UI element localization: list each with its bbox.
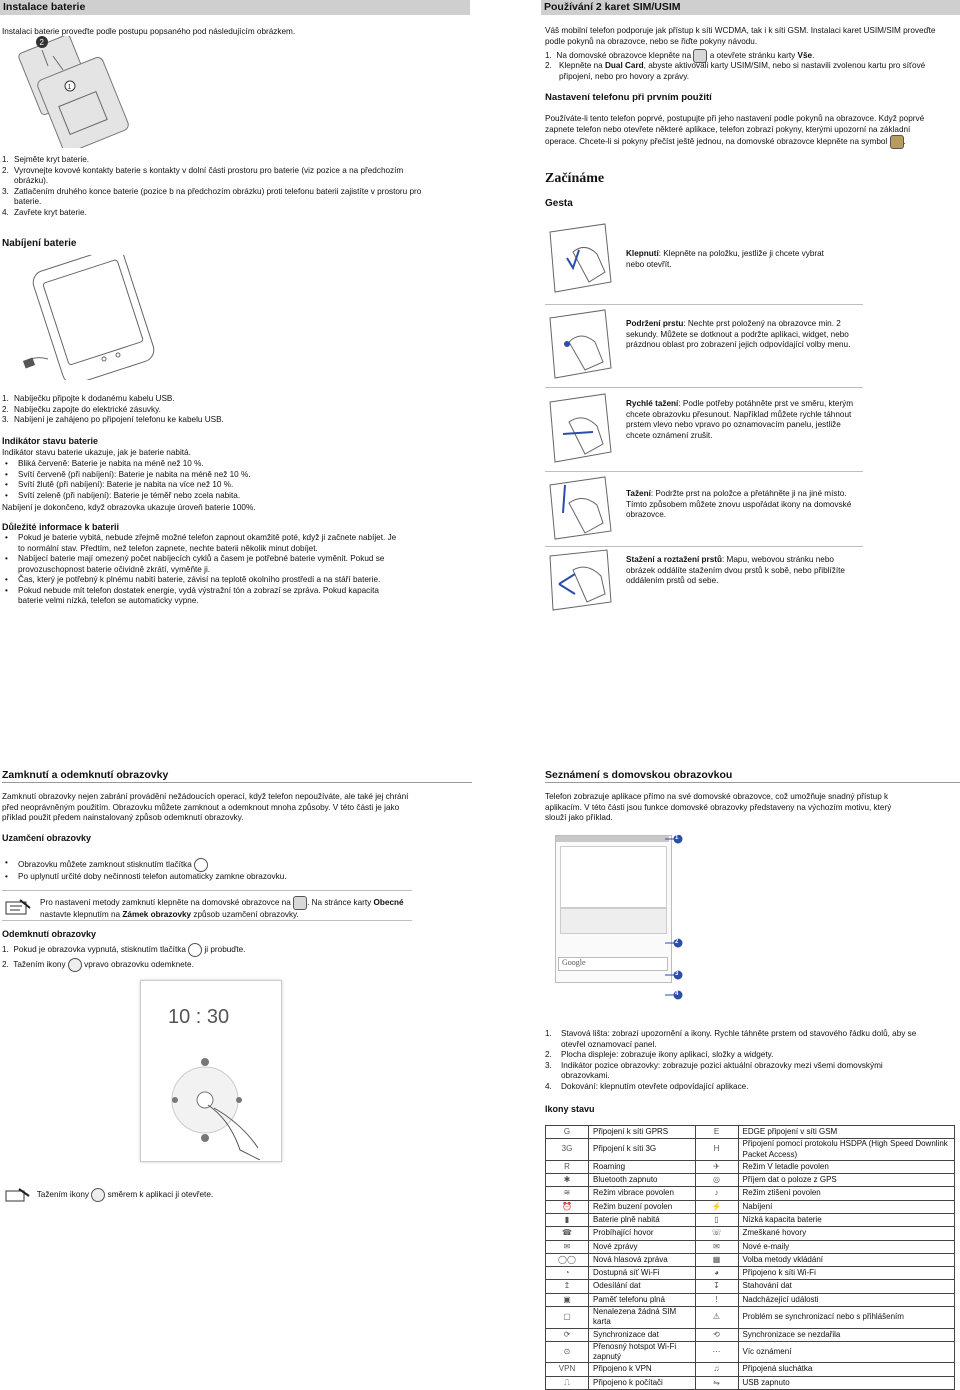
status-label: Režim vibrace povolen [589,1187,696,1200]
status-icons-title: Ikony stavu [545,1104,595,1114]
status-icon: ⚠ [695,1307,738,1328]
home-items [545,1029,930,1092]
status-icon: ▯ [695,1213,738,1226]
status-label: Víc oznámení [738,1341,955,1362]
status-icon: H [695,1139,738,1160]
status-icon: ✈ [695,1160,738,1173]
status-icon: 3G [546,1139,589,1160]
list-item: 3. Zatlačením druhého konce baterie (pozice b na předchozím obrázku) proti telefonu baterii zajistíte v prostoru pro baterie. [2,186,422,206]
contacts-widget [560,908,667,934]
status-icon: ▦ [695,1253,738,1266]
status-icon: ⟲ [695,1328,738,1341]
status-icon: ♫ [695,1363,738,1376]
status-label: Synchronizace se nezdařila [738,1328,955,1341]
gestures-title: Gesta [545,198,573,209]
hold-gesture-illustration [545,308,615,380]
lock-intro: Zamknutí obrazovky nejen zabrání provádění nežádoucích operací, když telefon nepoužíváte, ale také jej chrání před neoprávněným použitím. Obrazovku můžete zamknout a odemknout mnoha způsoby. V této části je jako příklad použit předem nainstalovaný způsob odemknutí obrazovky. [2,792,409,822]
status-label: USB zapnuto [738,1376,955,1389]
important-title: Důležité informace k baterii [2,522,120,532]
status-icon: ↥ [546,1280,589,1293]
table-row [546,1267,955,1280]
list-item: • Obrazovku můžete zamknout stisknutím tlačítka [2,858,422,872]
table-row [546,1160,955,1173]
table-row [546,1187,955,1200]
status-icon: ⎍ [546,1376,589,1389]
table-row [546,1227,955,1240]
callout-1: 1 [675,835,679,841]
status-label: Probíhající hovor [589,1227,696,1240]
status-icon: ☏ [695,1227,738,1240]
status-label: Bluetooth zapnuto [589,1174,696,1187]
table-row [546,1328,955,1341]
status-icons-table [545,1125,955,1390]
list-item: 1. Nabíječku připojte k dodanému kabelu USB. [2,394,175,403]
settings-icon [293,896,307,910]
pinch-gesture-illustration [545,548,615,612]
lock-tip: Tažením ikony směrem k aplikaci ji otevřete. [4,1188,304,1202]
unlock-step-2: 2. Tažením ikony vpravo obrazovku odemknete. [2,958,422,972]
table-row [546,1363,955,1376]
charging-phone-illustration [4,255,174,380]
svg-text:1: 1 [67,84,72,91]
status-icon: ⋯ [695,1341,738,1362]
list-item: • Čas, který je potřebný k plnému nabití baterie, závisí na teplotě okolního prostředí a na stáří baterie. [2,575,402,586]
list-item: • Svítí žlutě (při nabíjení): Baterie je nabita na více než 10 %. [2,480,442,491]
dual-sim-title: Používání 2 karet SIM/USIM [541,0,960,15]
status-label: Připojeno k počítači [589,1376,696,1389]
table-row [546,1376,955,1389]
list-item: • Po uplynutí určité doby nečinnosti telefon automaticky zamkne obrazovku. [2,872,422,883]
first-use-title: Nastavení telefonu při prvním použití [545,92,712,103]
status-label: Paměť telefonu plná [589,1293,696,1306]
status-icon: ◕ [695,1267,738,1280]
battery-install-illustration [8,36,138,148]
home-intro: Telefon zobrazuje aplikace přímo na své domovské obrazovce, což umožňuje snadný přístup k aplikacím. V této části jsou funkce domovské obrazovky představeny na výchozím motivu, který slouží jako příklad. [545,792,892,822]
status-label: Připojeno k síti Wi-Fi [738,1267,955,1280]
swipe-gesture-illustration [545,392,615,464]
lock-title: Zamknutí a odemknutí obrazovky [2,769,472,783]
status-label: Režim ztišení povolen [738,1187,955,1200]
status-icon: ⏰ [546,1200,589,1213]
status-label: Nové e-maily [738,1240,955,1253]
table-row [546,1341,955,1362]
drag-gesture-illustration [545,475,615,541]
table-row [546,1280,955,1293]
table-row [546,1126,955,1139]
status-icon: ◔ [546,1267,589,1280]
status-icon: ! [695,1293,738,1306]
status-bar [556,836,669,842]
status-icon: ▢ [546,1307,589,1328]
battery-install-title: Instalace baterie [0,0,470,15]
status-label: Dostupná síť Wi-Fi [589,1267,696,1280]
status-label: Připojená sluchátka [738,1363,955,1376]
status-icon: ▮ [546,1213,589,1226]
status-label: Nízká kapacita baterie [738,1213,955,1226]
status-icon: R [546,1160,589,1173]
status-icon: ⚡ [695,1200,738,1213]
status-icon: ⊙ [546,1341,589,1362]
table-row [546,1253,955,1266]
table-row [546,1200,955,1213]
dual-sim-step-2: 2. Klepněte na Dual Card, abyste aktivovali karty USIM/SIM, nebo si nastavili zvolenou kartu pro síťové připojení, nebo pro hovory a zprávy. [545,61,926,81]
callout-3: 3 [675,971,679,977]
start-title: Začínáme [545,171,605,186]
table-row [546,1213,955,1226]
callout-4: 4 [675,991,679,997]
status-label: Přenosný hotspot Wi-Fi zapnutý [589,1341,696,1362]
gesture-tap: Klepnutí: Klepněte na položku, jestliže ji chcete vybrat nebo otevřít. [626,249,824,269]
note-icon [4,898,32,916]
lock-note: Pro nastavení metody zamknutí klepněte na domovské obrazovce na . Na stránce karty Obecné nastavte klepnutím na Zámek obrazovky způsob uzamčení obrazovky. [40,896,420,921]
status-label: Odesílání dat [589,1280,696,1293]
status-label: Synchronizace dat [589,1328,696,1341]
unlock-ring [170,1050,270,1160]
power-button-icon [188,943,202,957]
indicator-title: Indikátor stavu baterie [2,436,99,446]
status-label: Volba metody vkládání [738,1253,955,1266]
status-icon: ✱ [546,1174,589,1187]
callout-2: 2 [675,939,679,945]
charging-steps [2,394,442,426]
battery-install-intro: Instalaci baterie proveďte podle postupu popsaného pod následujícím obrázkem. [2,27,296,36]
lock-list [2,858,422,883]
dual-sim-intro: Váš mobilní telefon podporuje jak přístup k síti WCDMA, tak i k síti GSM. Instalaci karet USIM/SIM proveďte podle pokynů na obrazovce, nebo se řiďte pokyny návodu. [545,26,936,46]
list-item: • Pokud nebude mít telefon dostatek energie, vydá výstražní tón a zobrazí se zpráva. Pokud kapacita baterie velmi nízká, telefon se automaticky vypne. [2,586,402,607]
help-icon [890,135,904,149]
status-icon: ♪ [695,1187,738,1200]
status-icon: VPN [546,1363,589,1376]
status-icon: ▣ [546,1293,589,1306]
list-item: • Bliká červeně: Baterie je nabita na méně než 10 %. [2,459,442,470]
status-label: Nové zprávy [589,1240,696,1253]
status-label: Nadcházející události [738,1293,955,1306]
status-label: Příjem dat o poloze z GPS [738,1174,955,1187]
google-search-bar[interactable] [558,957,668,971]
status-icon: ✉ [546,1240,589,1253]
unlock-title: Odemknutí obrazovky [2,929,97,939]
list-item: 2. Vyrovnejte kovové kontakty baterie s kontakty v dolní části prostoru pro baterie (viz pozice a na předchozím obrázku). [2,165,404,185]
indicator-outro: Nabíjení je dokončeno, když obrazovka ukazuje úroveň baterie 100%. [2,503,256,512]
dual-sim-step-1: 1. Na domovské obrazovce klepněte na a otevřete stránku karty Vše. [545,49,950,63]
important-list [2,533,402,607]
lock-subtitle: Uzamčení obrazovky [2,833,92,843]
search-label: Google [562,958,586,967]
status-icon: ✉ [695,1240,738,1253]
status-icon: ⇋ [695,1376,738,1389]
list-item: 3. Nabíjení je zahájeno po připojení telefonu ke kabelu USB. [2,415,224,424]
table-row [546,1139,955,1160]
status-label: Připojení pomocí protokolu HSDPA (High Speed Downlink Packet Access) [738,1139,955,1160]
lock-icon [68,958,82,972]
list-item: 3. Indikátor pozice obrazovky: zobrazuje pozici aktuální obrazovky mezi všemi domovskými obrazovkami. [545,1060,883,1080]
indicator-list [2,459,442,501]
table-row [546,1174,955,1187]
status-label: Připojení k síti GPRS [589,1126,696,1139]
list-item: 1. Sejměte kryt baterie. [2,155,90,164]
table-row [546,1240,955,1253]
status-label: Připojeno k VPN [589,1363,696,1376]
list-item: • Svítí červeně (při nabíjení): Baterie je nabita na méně než 10 %. [2,470,442,481]
status-icon: G [546,1126,589,1139]
status-label: EDGE připojení v síti GSM [738,1126,955,1139]
status-label: Režim buzení povolen [589,1200,696,1213]
status-icon: ⟳ [546,1328,589,1341]
gesture-drag: Tažení: Podržte prst na položce a přetáhněte ji na jiné místo. Tímto způsobem můžete znovu uspořádat ikony na domovské obrazovce. [626,489,852,519]
status-label: Připojení k síti 3G [589,1139,696,1160]
status-label: Problém se synchronizací nebo s přihlášením [738,1307,955,1328]
list-item: 4. Zavřete kryt baterie. [2,207,87,217]
status-label: Nabíjení [738,1200,955,1213]
list-item: 4. Dokování: klepnutím otevřete odpovídající aplikace. [545,1081,749,1091]
home-title: Seznámení s domovskou obrazovkou [545,769,960,783]
charging-title: Nabíjení baterie [2,238,77,249]
status-label: Baterie plně nabitá [589,1213,696,1226]
svg-text:2: 2 [39,38,44,47]
status-label: Zmeškané hovory [738,1227,955,1240]
list-item: • Pokud je baterie vybitá, nebude zřejmě možné telefon zapnout okamžitě poté, když ji začnete nabíjet. Je to normální stav. Předtím, než telefon zapnete, nechte baterii několik minut dobíjet. [2,533,402,554]
list-item: 2. Nabíječku zapojte do elektrické zásuvky. [2,404,161,414]
status-label: Roaming [589,1160,696,1173]
gesture-swipe: Rychlé tažení: Podle potřeby potáhněte prst ve směru, kterým chcete obrazovku přesunout. Například můžete rychle táhnout prstem vlevo nebo vpravo po oznamovacím panelu, jestliže chcete oznámení zrušit. [626,399,854,440]
status-icon: ≋ [546,1187,589,1200]
list-item: • Nabíjecí baterie mají omezený počet nabíjecích cyklů a časem je potřebné baterie vyměnit. Pokud se provozuschopnost baterie očividně zkrátí, vyměňte ji. [2,554,402,575]
widget-area [560,846,667,908]
list-item: • Svítí zeleně (při nabíjení): Baterie je téměř nebo zcela nabita. [2,491,442,502]
status-icon: ◎ [695,1174,738,1187]
status-icon: ☎ [546,1227,589,1240]
status-label: Nenalezena žádná SIM karta [589,1307,696,1328]
status-label: Režim V letadle povolen [738,1160,955,1173]
note-icon [4,1188,30,1202]
unlock-step-1: 1. Pokud je obrazovka vypnutá, stisknutím tlačítka ji probuďte. [2,943,422,957]
list-item: 1. Stavová lišta: zobrazí upozornění a ikony. Rychle táhněte prstem od stavového řádku dolů, aby se otevřel oznamovací panel. [545,1029,917,1049]
gesture-hold: Podržení prstu: Nechte prst položený na obrazovce min. 2 sekundy. Můžete se dotknout a podržte aplikaci, widget, nebo prázdnou oblast pro zobrazení jejich odpovídající volby menu. [626,319,851,349]
status-icon: ↧ [695,1280,738,1293]
power-button-icon [194,858,208,872]
status-label: Stahování dat [738,1280,955,1293]
table-row [546,1307,955,1328]
gesture-pinch: Stažení a roztažení prstů: Mapu, webovou stránku nebo obrázek oddálíte stažením dvou prstů k sobě, nebo přiblížíte oddálením prstů od sebe. [626,555,845,585]
list-item: 2. Plocha displeje: zobrazuje ikony aplikací, složky a widgety. [545,1050,774,1059]
status-label: Nová hlasová zpráva [589,1253,696,1266]
table-row [546,1293,955,1306]
battery-install-steps [2,155,432,218]
status-icon: E [695,1126,738,1139]
lock-clock: 10 : 30 [168,1006,230,1028]
app-icon [91,1188,105,1202]
status-icon: ◯◯ [546,1253,589,1266]
tap-gesture-illustration [545,222,615,294]
first-use-text: Používáte-li tento telefon poprvé, postupujte při jeho nastavení podle pokynů na obrazovce. Když poprvé zapnete telefon nebo otevřete některé aplikace, telefon zobrazí pokyny, kterými upozorní na základní operace. Chcete-li si pokyny přečíst ještě jednou, na domovské obrazovce klepněte na symbol . [545,114,925,149]
indicator-intro: Indikátor stavu baterie ukazuje, jak je baterie nabitá. [2,448,191,457]
